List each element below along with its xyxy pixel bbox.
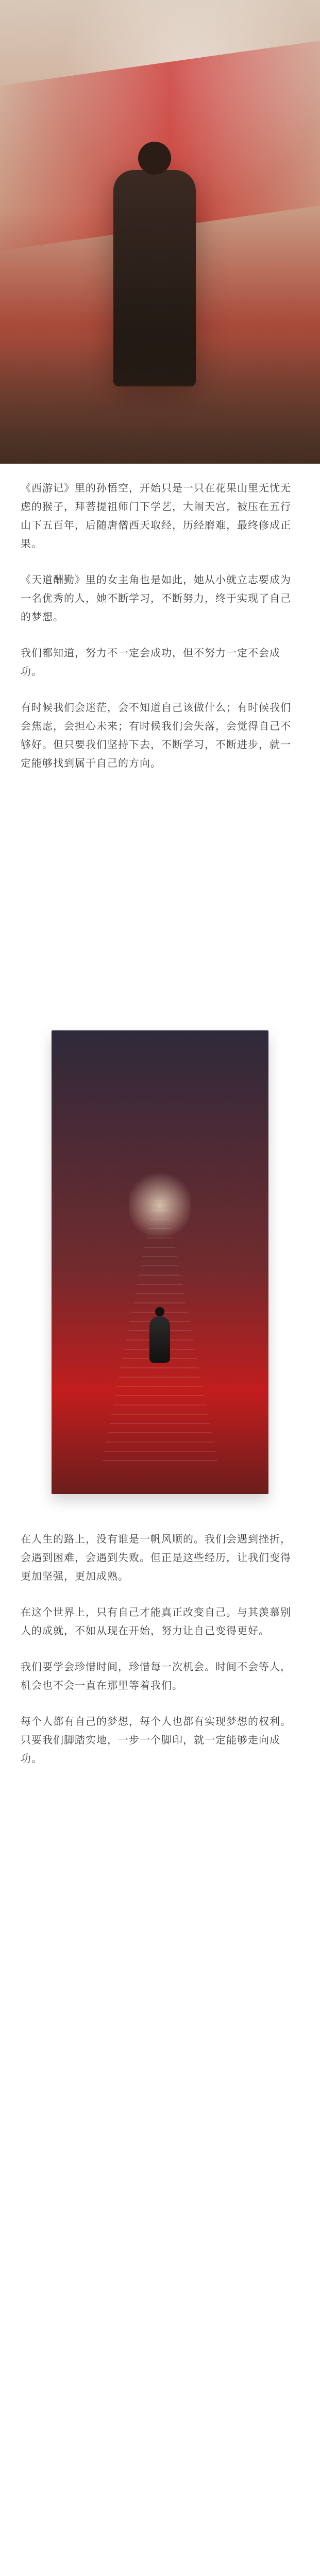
article-text-block-1 xyxy=(21,479,299,790)
paragraph-7: 我们要学会珍惜时间，珍惜每一次机会。时间不会等人，机会也不会一直在那里等着我们。 xyxy=(21,1662,291,1691)
paragraph-4: 有时候我们会迷茫，会不知道自己该做什么；有时候我们会焦虑，会担心未来；有时候我们会失落，会觉得自己不够好。但只要我们坚持下去，不断学习，不断进步，就一定能够找到属于自己的方向。 xyxy=(21,702,291,769)
stairs-image xyxy=(52,1030,268,1494)
hero-illustration xyxy=(0,0,320,464)
article-text-block-2 xyxy=(21,1530,299,1786)
stairs-person xyxy=(149,1316,170,1363)
paragraph-2: 《天道酬勤》里的女主角也是如此，她从小就立志要成为一名优秀的人，她不断学习，不断努力，终于实现了自己的梦想。 xyxy=(21,574,291,623)
paragraph-6: 在这个世界上，只有自己才能真正改变自己。与其羡慕别人的成就，不如从现在开始，努力让自己变得更好。 xyxy=(21,1607,291,1637)
hero-ground xyxy=(0,340,320,464)
paragraph-1: 《西游记》里的孙悟空，开始只是一只在花果山里无忧无虑的猴子，拜菩提祖师门下学艺，大闹天宫，被压在五行山下五百年，后随唐僧西天取经，历经磨难，最终修成正果。 xyxy=(21,483,291,550)
paragraph-8: 每个人都有自己的梦想，每个人也都有实现梦想的权利。只要我们脚踏实地，一步一个脚印，就一定能够走向成功。 xyxy=(21,1716,291,1765)
paragraph-5: 在人生的路上，没有谁是一帆风顺的。我们会遇到挫折，会遇到困难，会遇到失败。但正是这些经历，让我们变得更加坚强，更加成熟。 xyxy=(21,1534,291,1582)
paragraph-3: 我们都知道，努力不一定会成功，但不努力一定不会成功。 xyxy=(21,648,280,677)
